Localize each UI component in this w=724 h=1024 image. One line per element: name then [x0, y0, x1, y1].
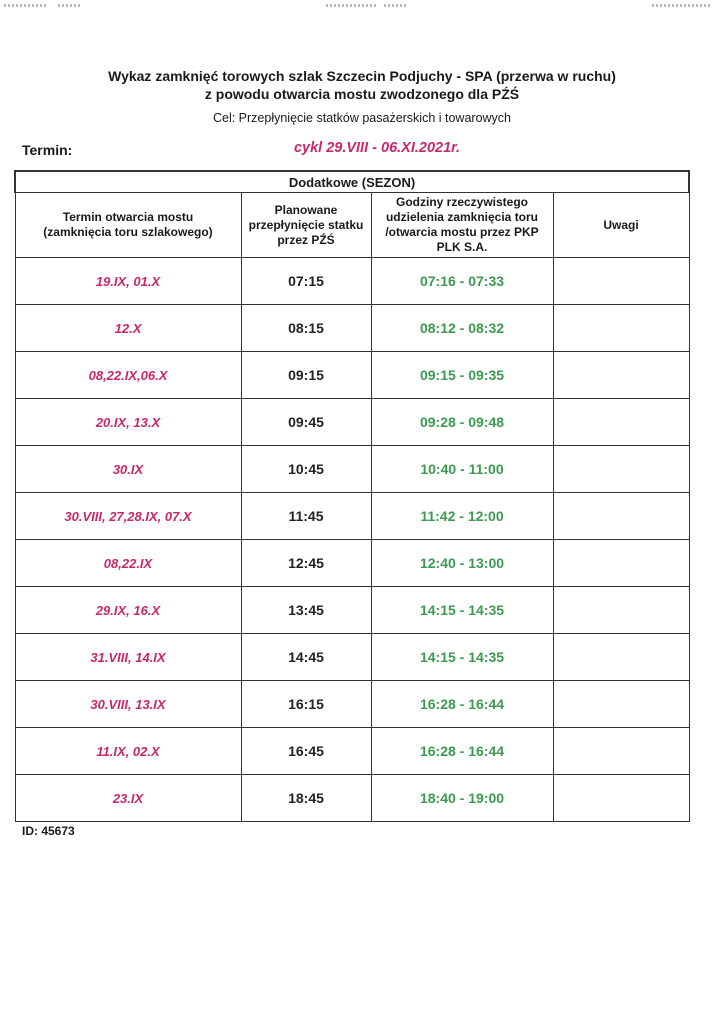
cell-planned-time: 09:45: [241, 399, 371, 446]
cell-actual-time: 10:40 - 11:00: [371, 446, 553, 493]
cell-planned-time: 16:45: [241, 728, 371, 775]
cell-dates: 30.VIII, 27,28.IX, 07.X: [15, 493, 241, 540]
cell-actual-time: 16:28 - 16:44: [371, 681, 553, 728]
cell-notes: [553, 634, 689, 681]
cell-planned-time: 07:15: [241, 258, 371, 305]
table-row: [15, 305, 689, 352]
table-row: [15, 540, 689, 587]
cell-planned-time: 13:45: [241, 587, 371, 634]
closure-schedule-table: [14, 170, 690, 822]
cell-actual-time: 07:16 - 07:33: [371, 258, 553, 305]
cell-dates: 29.IX, 16.X: [15, 587, 241, 634]
document-title-line2: z powodu otwarcia mostu zwodzonego dla PŹŚ: [204, 86, 520, 102]
cell-notes: [553, 305, 689, 352]
table-row: [15, 634, 689, 681]
cell-notes: [553, 399, 689, 446]
scan-artifact-left: [4, 4, 46, 7]
termin-value: cykl 29.VIII - 06.XI.2021r.: [293, 140, 461, 156]
cell-planned-time: 12:45: [241, 540, 371, 587]
scan-artifact-right: [652, 4, 712, 7]
cell-planned-time: 10:45: [241, 446, 371, 493]
cell-planned-time: 08:15: [241, 305, 371, 352]
cell-actual-time: 18:40 - 19:00: [371, 775, 553, 822]
cell-actual-time: 16:28 - 16:44: [371, 728, 553, 775]
table-row: [15, 728, 689, 775]
cell-dates: 12.X: [15, 305, 241, 352]
column-header-actual: Godziny rzeczywistego udzielenia zamknięcia toru /otwarcia mostu przez PKP PLK S.A.: [371, 193, 553, 258]
cell-planned-time: 18:45: [241, 775, 371, 822]
scan-artifact-center-2: [384, 4, 406, 7]
table-row: [15, 681, 689, 728]
column-header-dates: Termin otwarcia mostu (zamknięcia toru szlakowego): [15, 193, 241, 258]
cell-actual-time: 14:15 - 14:35: [371, 634, 553, 681]
document-subtitle: Cel: Przepłynięcie statków pasażerskich i towarowych: [212, 111, 512, 125]
cell-dates: 11.IX, 02.X: [15, 728, 241, 775]
table-row: [15, 446, 689, 493]
document-title-line1: Wykaz zamknięć torowych szlak Szczecin Podjuchy - SPA (przerwa w ruchu): [108, 68, 616, 84]
cell-dates: 20.IX, 13.X: [15, 399, 241, 446]
section-header: Dodatkowe (SEZON): [15, 171, 689, 193]
schedule-body: [15, 258, 689, 822]
cell-actual-time: 12:40 - 13:00: [371, 540, 553, 587]
cell-actual-time: 08:12 - 08:32: [371, 305, 553, 352]
cell-notes: [553, 728, 689, 775]
cell-planned-time: 16:15: [241, 681, 371, 728]
scan-artifact-center: [326, 4, 378, 7]
cell-notes: [553, 775, 689, 822]
cell-dates: 08,22.IX,06.X: [15, 352, 241, 399]
cell-planned-time: 14:45: [241, 634, 371, 681]
cell-notes: [553, 540, 689, 587]
document-id: ID: 45673: [22, 824, 75, 838]
cell-actual-time: 11:42 - 12:00: [371, 493, 553, 540]
cell-dates: 08,22.IX: [15, 540, 241, 587]
cell-dates: 30.VIII, 13.IX: [15, 681, 241, 728]
cell-notes: [553, 352, 689, 399]
cell-actual-time: 09:15 - 09:35: [371, 352, 553, 399]
column-header-notes: Uwagi: [553, 193, 689, 258]
column-header-planned: Planowane przepłynięcie statku przez PŹŚ: [241, 193, 371, 258]
table-row: [15, 775, 689, 822]
cell-dates: 30.IX: [15, 446, 241, 493]
cell-notes: [553, 681, 689, 728]
cell-actual-time: 09:28 - 09:48: [371, 399, 553, 446]
cell-dates: 19.IX, 01.X: [15, 258, 241, 305]
termin-label: Termin:: [22, 142, 73, 158]
cell-planned-time: 09:15: [241, 352, 371, 399]
table-row: [15, 258, 689, 305]
cell-notes: [553, 493, 689, 540]
cell-actual-time: 14:15 - 14:35: [371, 587, 553, 634]
table-row: [15, 493, 689, 540]
table-row: [15, 399, 689, 446]
cell-notes: [553, 446, 689, 493]
cell-notes: [553, 587, 689, 634]
cell-notes: [553, 258, 689, 305]
cell-planned-time: 11:45: [241, 493, 371, 540]
table-row: [15, 587, 689, 634]
cell-dates: 31.VIII, 14.IX: [15, 634, 241, 681]
table-row: [15, 352, 689, 399]
cell-dates: 23.IX: [15, 775, 241, 822]
scan-artifact-left-2: [58, 4, 82, 7]
